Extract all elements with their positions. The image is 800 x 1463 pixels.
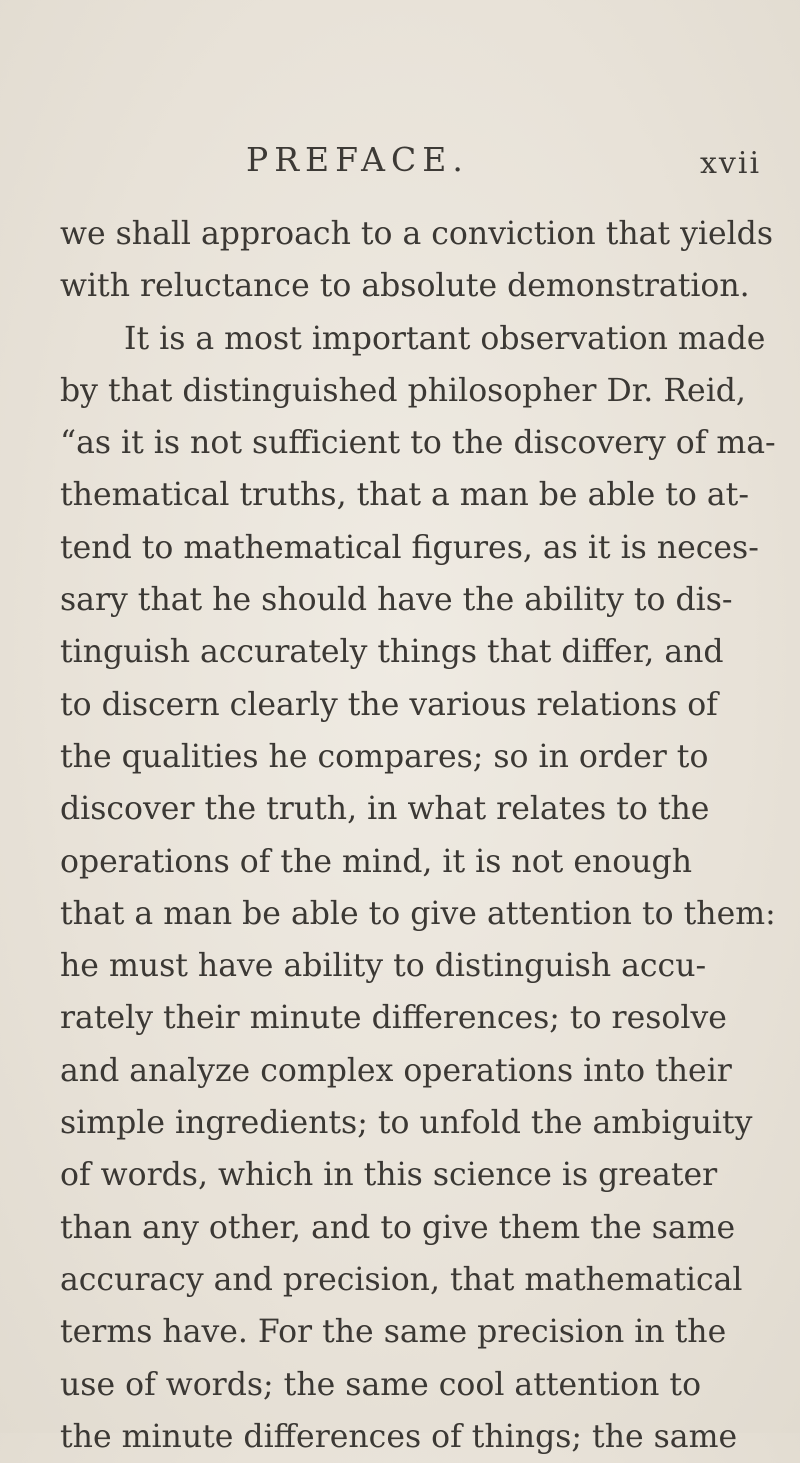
text-line: tinguish accurately things that differ, and — [60, 634, 724, 671]
text-line: sary that he should have the ability to dis- — [60, 582, 733, 619]
text-line: accuracy and precision, that mathematical — [60, 1261, 743, 1298]
text-line: terms have. For the same precision in the — [60, 1314, 727, 1351]
text-line: “as it is not sufficient to the discovery of ma- — [60, 425, 776, 462]
text-line: tend to mathematical figures, as it is neces- — [60, 529, 759, 566]
text-line: with reluctance to absolute demonstration. — [60, 268, 750, 305]
body-text — [60, 208, 795, 1463]
text-line: simple ingredients; to unfold the ambiguity — [60, 1105, 753, 1142]
text-line: discover the truth, in what relates to the — [60, 791, 710, 828]
text-line: that a man be able to give attention to them: — [60, 895, 776, 932]
text-line: than any other, and to give them the same — [60, 1209, 736, 1246]
page-number: xvii — [700, 146, 762, 181]
text-line: and analyze complex operations into their — [60, 1052, 732, 1089]
text-line: by that distinguished philosopher Dr. Reid, — [60, 372, 746, 409]
running-head: PREFACE. — [246, 140, 469, 179]
text-line: thematical truths, that a man be able to at- — [60, 477, 749, 514]
page-header — [0, 138, 800, 188]
text-line: use of words; the same cool attention to — [60, 1366, 702, 1403]
text-line: we shall approach to a conviction that yields — [60, 216, 774, 252]
text-line: the minute differences of things; the same — [60, 1418, 738, 1455]
text-line: he must have ability to distinguish accu- — [60, 948, 707, 985]
text-line: to discern clearly the various relations of — [60, 686, 718, 723]
text-line: operations of the mind, it is not enough — [60, 843, 692, 880]
text-line: rately their minute differences; to resolve — [60, 1000, 727, 1037]
paragraph-start-line: It is a most important observation made — [124, 320, 766, 357]
text-line: of words, which in this science is greater — [60, 1157, 718, 1194]
text-line: the qualities he compares; so in order to — [60, 738, 709, 775]
